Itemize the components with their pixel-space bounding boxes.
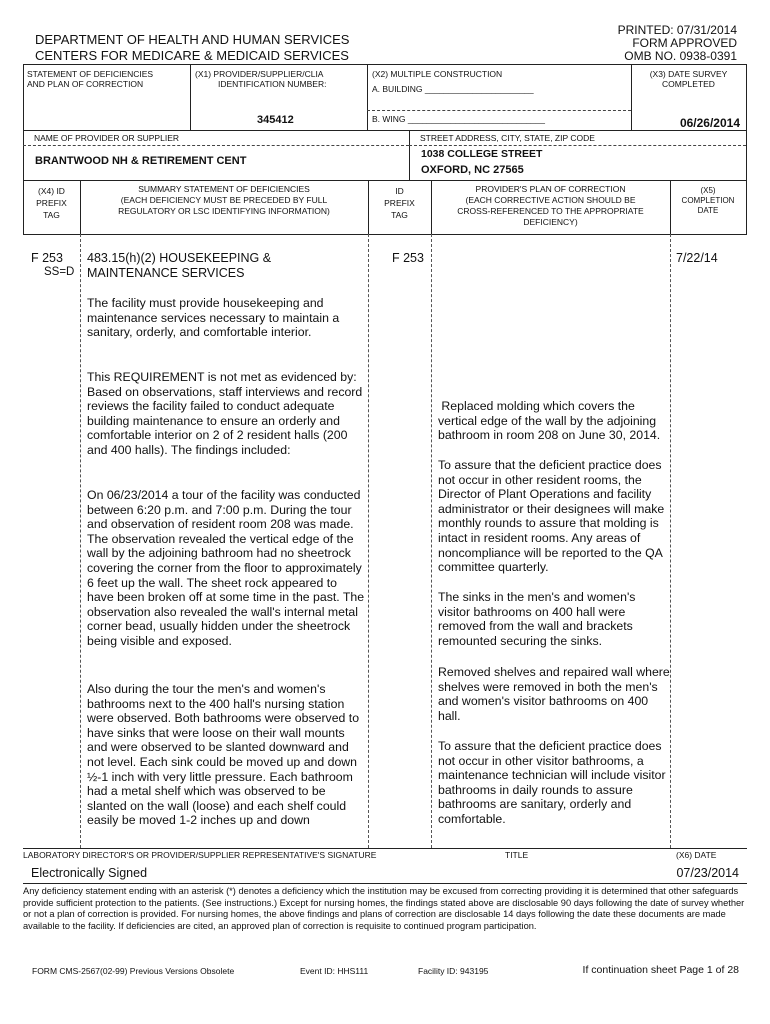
city-state-zip: OXFORD, NC 27565 (421, 164, 524, 176)
statement-label: STATEMENT OF DEFICIENCIES (27, 69, 154, 79)
wing-label: B. WING _____________________________ (372, 114, 545, 124)
x4-header-3: TAG (43, 210, 60, 220)
plan-header: PROVIDER'S PLAN OF CORRECTION (475, 184, 626, 194)
x1-label-2: IDENTIFICATION NUMBER: (218, 79, 327, 89)
severity-scope: SS=D (44, 266, 75, 278)
plan-paragraph: To assure that the deficient practice does not occur in other resident rooms, the Director of Plant Operations and facility administrator or their designees will make monthly rounds to assure that molding is intact in resident rooms. Any areas of noncompliance will be reported to the QA committee quarterly. (438, 458, 665, 575)
form-approved: FORM APPROVED (632, 36, 737, 50)
summary-header-3: REGULATORY OR LSC IDENTIFYING INFORMATION) (118, 206, 330, 216)
department-name: DEPARTMENT OF HEALTH AND HUMAN SERVICES (35, 32, 350, 47)
plan-header-2: (EACH CORRECTIVE ACTION SHOULD BE (465, 195, 636, 205)
provider-name: BRANTWOOD NH & RETIREMENT CENT (35, 155, 247, 167)
plan-paragraph: Removed shelves and repaired wall where shelves were removed in both the men's and women's visitor bathrooms on 400 hall. (438, 665, 670, 723)
id-header: ID (395, 186, 404, 196)
omb-number: OMB NO. 0938-0391 (624, 49, 737, 63)
title-label: TITLE (505, 850, 529, 860)
facility-id: Facility ID: 943195 (418, 966, 489, 976)
provider-id-number: 345412 (257, 114, 294, 126)
summary-header-2: (EACH DEFICIENCY MUST BE PRECEDED BY FULL (120, 195, 328, 205)
disclaimer-text: Any deficiency statement ending with an asterisk (*) denotes a deficiency which the institution may be excused from correcting providing it is determined that other safeguards provide sufficient protection to the patients. (See instructions.) Except for nursing homes, the findings stated above are disclosable 90 days following the date of survey whether or not a plan of correction is provided. For nursing homes, the above findings and plans of correction are disclosable 14 days following the date these documents are made available to the facility. If deficiencies are cited, an approved plan of correction is requisite to continued program participation. (23, 886, 745, 932)
x4-header: (X4) ID (38, 186, 65, 196)
plan-paragraph: Replaced molding which covers the vertical edge of the wall by the adjoining bathroom in room 208 on June 30, 2014. (438, 399, 661, 443)
provider-name-label: NAME OF PROVIDER OR SUPPLIER (34, 133, 179, 143)
signature-date: 07/23/2014 (676, 866, 739, 880)
id-header-2: PREFIX (384, 198, 415, 208)
electronic-signature: Electronically Signed (31, 866, 148, 880)
signature-label: LABORATORY DIRECTOR'S OR PROVIDER/SUPPLIER REPRESENTATIVE'S SIGNATURE (23, 850, 377, 860)
x5-header-3: DATE (697, 206, 719, 215)
event-id: Event ID: HHS111 (300, 966, 369, 976)
x2-label: (X2) MULTIPLE CONSTRUCTION (372, 69, 503, 79)
street-address: 1038 COLLEGE STREET (421, 148, 543, 160)
id-header-3: TAG (391, 210, 408, 220)
statement-label-2: AND PLAN OF CORRECTION (27, 79, 144, 89)
plan-paragraph: The sinks in the men's and women's visitor bathrooms on 400 hall were removed from the wall and brackets remounted securing the sinks. (438, 590, 636, 648)
summary-paragraph: The facility must provide housekeeping and maintenance services necessary to maintain a sanitary, orderly, and comfortable interior. (87, 296, 340, 340)
summary-paragraph: This REQUIREMENT is not met as evidenced by: Based on observations, staff interviews and record reviews the facility failed to conduct adequate building maintenance to ensure an orderly and comfortable interior on 2 of 2 resident halls (200 and 400 halls). The findings included: (87, 370, 363, 457)
deficiency-title-2: MAINTENANCE SERVICES (87, 266, 245, 280)
x5-header: (X5) (700, 186, 716, 195)
building-label: A. BUILDING _______________________ (372, 84, 534, 94)
summary-paragraph: Also during the tour the men's and women's bathrooms next to the 400 hall's nursing station were observed. Both bathrooms were observed to have sinks that were loose on their wall mounts and were observed to be slanted downward and not level. Each sink could be moved up and down ½-1 inch with very little pressure. Each bathroom had a metal shelf which was observed to be slanted on the wall (loose) and each shelf could easily be moved 1-2 inches up and down (87, 682, 360, 828)
summary-header: SUMMARY STATEMENT OF DEFICIENCIES (138, 184, 310, 194)
x3-label-2: COMPLETED (662, 79, 715, 89)
summary-paragraph: On 06/23/2014 a tour of the facility was conducted between 6:20 p.m. and 7:00 p.m. During the tour and observation of resident room 208 was made. The observation revealed the vertical edge of the wall by the adjoining bathroom had no sheetrock covering the corner from the floor to approximately 6 feet up the wall. The sheet rock appeared to have been broken off at some time in the past. The observation also revealed the wall's internal metal corner bead, usually hidden under the sheetrock being visible and exposed. (87, 488, 365, 648)
completion-date: 7/22/14 (676, 251, 718, 265)
plan-paragraph: To assure that the deficient practice does not occur in other visitor bathrooms, a maintenance technician will include visitor bathrooms in daily rounds to assure bathrooms are sanitary, orderly and comfortable. (438, 739, 666, 826)
page-indicator: If continuation sheet Page 1 of 28 (582, 964, 739, 976)
survey-completed-date: 06/26/2014 (679, 116, 740, 130)
form-number: FORM CMS-2567(02-99) Previous Versions Obsolete (32, 966, 235, 976)
x5-header-2: COMPLETION (681, 196, 735, 205)
printed-date: PRINTED: 07/31/2014 (617, 23, 737, 37)
deficiency-title: 483.15(h)(2) HOUSEKEEPING & (87, 251, 272, 265)
x4-header-2: PREFIX (36, 198, 67, 208)
agency-name: CENTERS FOR MEDICARE & MEDICAID SERVICES (35, 48, 349, 63)
plan-header-4: DEFICIENCY) (523, 217, 578, 227)
deficiency-tag: F 253 (31, 251, 63, 265)
plan-header-3: CROSS-REFERENCED TO THE APPROPRIATE (457, 206, 644, 216)
x1-label: (X1) PROVIDER/SUPPLIER/CLIA (195, 69, 324, 79)
date-label: (X6) DATE (676, 850, 717, 860)
address-label: STREET ADDRESS, CITY, STATE, ZIP CODE (420, 133, 595, 143)
plan-tag: F 253 (392, 251, 424, 265)
x3-label: (X3) DATE SURVEY (649, 69, 728, 79)
